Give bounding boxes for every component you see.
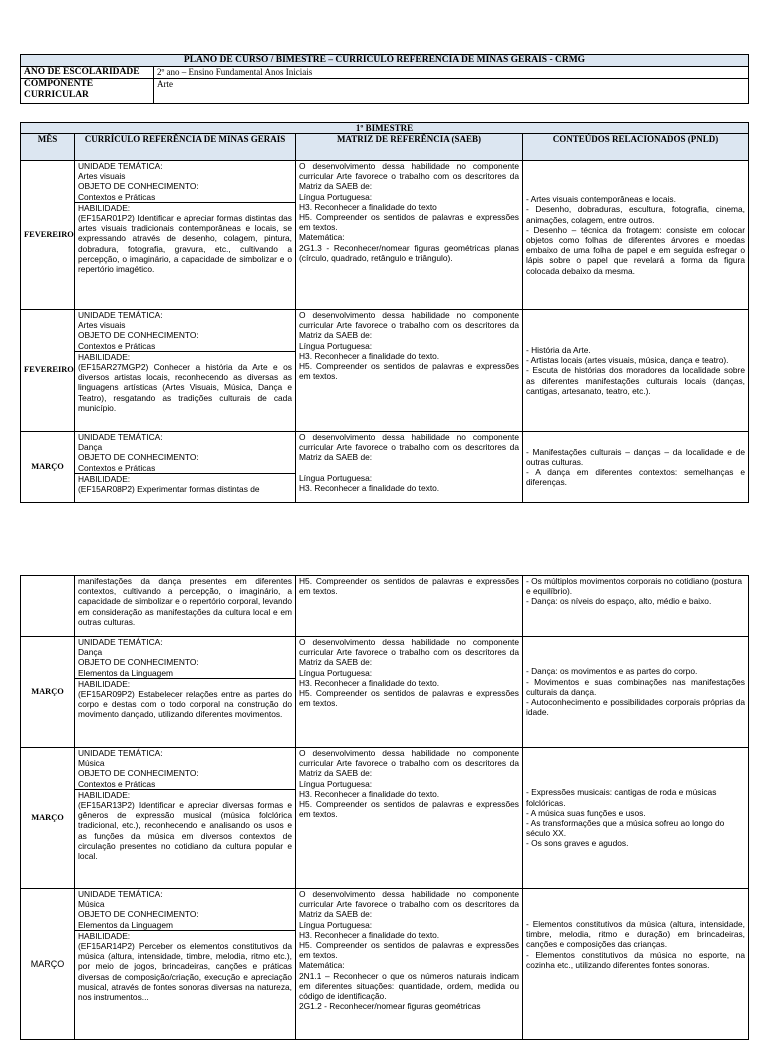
pnld-item: - Dança: os níveis do espaço, alto, médio e baixo. xyxy=(526,596,712,607)
component-value: Arte xyxy=(154,79,749,104)
object-label: OBJETO DE CONHECIMENTO: xyxy=(78,330,199,341)
pnld-item: - A dança em diferentes contextos: semelhanças e diferenças. xyxy=(526,467,745,488)
saeb-descriptor: 2G1.2 - Reconhecer/nomear figuras geométricas xyxy=(299,1001,481,1012)
bimestre-heading: 1º BIMESTRE xyxy=(21,123,749,134)
pnld-item: - Expressões musicais: cantigas de roda e músicas folclóricas. xyxy=(526,787,717,808)
saeb-descriptor: H5. Compreender os sentidos de palavras e expressões em textos. xyxy=(299,940,519,961)
unit-value: Música xyxy=(78,899,105,910)
skill-text: (EF15AR08P2) Experimentar formas distintas de xyxy=(78,484,260,495)
saeb-cell xyxy=(296,576,523,637)
pnld-item: - Os múltiplos movimentos corporais no cotidiano (postura e equilíbrio). xyxy=(526,576,742,597)
month-cell: FEVEREIRO xyxy=(21,161,75,310)
unit-label: UNIDADE TEMÁTICA: xyxy=(78,432,163,442)
saeb-cell xyxy=(296,310,523,432)
object-label: OBJETO DE CONHECIMENTO: xyxy=(78,181,199,192)
pnld-item: - Dança: os movimentos e as partes do corpo. xyxy=(526,666,698,677)
unit-value: Dança xyxy=(78,647,103,658)
saeb-intro: O desenvolvimento dessa habilidade no componente curricular Arte favorece o trabalho com os descritores da Matriz da SAEB de: xyxy=(299,161,519,192)
pnld-cell xyxy=(523,748,749,889)
pnld-item: - A música suas funções e usos. xyxy=(526,807,646,818)
month-cell: MARÇO xyxy=(21,889,75,1040)
skill-label: HABILIDADE: xyxy=(78,678,131,689)
saeb-cell xyxy=(296,161,523,310)
saeb-cell xyxy=(296,637,523,748)
unit-value: Dança xyxy=(78,442,103,453)
pnld-item: - Movimentos e suas combinações nas manifestações culturais da dança. xyxy=(526,676,745,697)
saeb-subject: Língua Portuguesa: xyxy=(299,919,373,930)
saeb-subject: Língua Portuguesa: xyxy=(299,667,373,678)
saeb-subject: Matemática: xyxy=(299,960,345,971)
skill-text: manifestações da dança presentes em diferentes contextos, cultivando a percepção, o imaginário, a capacidade de simbolizar e o repertório corporal, levando em consideração as manifestações da cultura local e em outras culturas. xyxy=(78,576,292,627)
pnld-item: - Desenho, dobraduras, escultura, fotografia, cinema, animações, colagem, entre outros. xyxy=(526,204,745,225)
month-cell xyxy=(21,576,75,637)
object-label: OBJETO DE CONHECIMENTO: xyxy=(78,768,199,779)
object-value: Contextos e Práticas xyxy=(78,778,156,789)
unit-value: Artes visuais xyxy=(78,320,126,331)
object-label: OBJETO DE CONHECIMENTO: xyxy=(78,909,199,920)
object-value: Contextos e Práticas xyxy=(78,462,156,473)
month-cell: MARÇO xyxy=(21,432,75,503)
month-cell: MARÇO xyxy=(21,637,75,748)
month-cell: MARÇO xyxy=(21,748,75,889)
saeb-cell xyxy=(296,432,523,503)
saeb-descriptor: H5. Compreender os sentidos de palavras e expressões em textos. xyxy=(299,212,519,233)
pnld-item: - Desenho – técnica da frotagem: consiste em colocar objetos como folhas de diferentes árvores e moedas embaixo de uma folha de papel e em seguida esfregar o lápis sobre o papel que revelará a forma da figura colocada debaixo da mesma. xyxy=(526,224,745,276)
saeb-subject: Língua Portuguesa: xyxy=(299,340,373,351)
unit-label: UNIDADE TEMÁTICA: xyxy=(78,310,163,320)
crmg-cell xyxy=(75,161,296,310)
skill-text: (EF15AR09P2) Estabelecer relações entre as partes do corpo e destas com o todo corporal na construção do movimento dançado, utilizando diferentes movimentos. xyxy=(78,689,292,720)
object-value: Elementos da Linguagem xyxy=(78,919,173,930)
month-cell: FEVEREIRO xyxy=(21,310,75,432)
saeb-descriptor: 2G1.3 - Reconhecer/nomear figuras geométricas planas (círculo, quadrado, retângulo e triângulo). xyxy=(299,242,519,263)
skill-text: (EF15AR01P2) Identificar e apreciar formas distintas das artes visuais tradicionais contemporâneas e locais, se expressando através de desenho, colagem, pintura, dobradura, fotografia, gravura, etc., cultivando a percepção, o imaginário, a capacidade de simbolizar e o repertório imagético. xyxy=(78,213,292,275)
pnld-item: - Escuta de histórias dos moradores da localidade sobre as diferentes manifestações culturais locais (danças, cantigas, artesanato, teatro, etc.). xyxy=(526,365,745,396)
col-header-pnld: CONTEÚDOS RELACIONADOS (PNLD) xyxy=(523,134,749,161)
component-label: COMPONENTE CURRICULAR xyxy=(21,79,154,104)
skill-label: HABILIDADE: xyxy=(78,351,131,362)
pnld-item: - Autoconhecimento e possibilidades corporais próprias da idade. xyxy=(526,697,745,718)
object-value: Contextos e Práticas xyxy=(78,340,156,351)
table-row xyxy=(21,161,749,310)
saeb-descriptor: H5. Compreender os sentidos de palavras e expressões em textos. xyxy=(299,688,519,709)
saeb-subject: Língua Portuguesa: xyxy=(299,778,373,789)
crmg-cell xyxy=(75,432,296,503)
saeb-cell xyxy=(296,748,523,889)
table-row xyxy=(21,310,749,432)
pnld-item: - Elementos constitutivos da música no esporte, na cozinha etc., utilizando diferentes fontes sonoras. xyxy=(526,949,745,970)
unit-value: Música xyxy=(78,758,105,769)
saeb-intro: O desenvolvimento dessa habilidade no componente curricular Arte favorece o trabalho com os descritores da Matriz da SAEB de: xyxy=(299,310,519,341)
pnld-cell xyxy=(523,576,749,637)
skill-label: HABILIDADE: xyxy=(78,789,131,800)
col-header-saeb: MATRIZ DE REFERÊNCIA (SAEB) xyxy=(296,134,523,161)
table-row xyxy=(21,889,749,1040)
skill-label: HABILIDADE: xyxy=(78,202,131,213)
table-row xyxy=(21,432,749,503)
saeb-descriptor: H3. Reconhecer a finalidade do texto xyxy=(299,201,437,212)
document-title: PLANO DE CURSO / BIMESTRE – CURRÍCULO REFERÊNCIA DE MINAS GERAIS - CRMG xyxy=(21,55,749,67)
skill-text: (EF15AR27MGP2) Conhecer a história da Arte e os diversos artistas locais, reconhecendo as diversas as linguagens artísticas (Artes Visuais, Música, Dança e Teatro), resgatando as tradições culturais de cada município. xyxy=(78,362,292,413)
object-value: Contextos e Práticas xyxy=(78,191,156,202)
saeb-descriptor: 2N1.1 – Reconhecer o que os números naturais indicam em diferentes situações: quantidade, ordem, medida ou código de identificação. xyxy=(299,970,519,1002)
table-row xyxy=(21,576,749,637)
crmg-cell xyxy=(75,576,296,637)
saeb-descriptor: H3. Reconhecer a finalidade do texto. xyxy=(299,677,440,688)
saeb-intro: O desenvolvimento dessa habilidade no componente curricular Arte favorece o trabalho com os descritores da Matriz da SAEB de: xyxy=(299,748,519,779)
skill-text: (EF15AR13P2) Identificar e apreciar diversas formas e gêneros de expressão musical (música folclórica tradicional, etc.), reconhecendo e analisando os usos e as funções da música em diversos contextos de circulação presentes no cotidiano da cultura popular e local. xyxy=(78,800,292,862)
pnld-item: - História da Arte. xyxy=(526,344,591,355)
saeb-subject: Língua Portuguesa: xyxy=(299,472,373,483)
pnld-item: - Manifestações culturais – danças – da localidade e de outras culturas. xyxy=(526,446,745,467)
pnld-cell xyxy=(523,637,749,748)
saeb-descriptor: H3. Reconhecer a finalidade do texto. xyxy=(299,929,440,940)
saeb-descriptor: H3. Reconhecer a finalidade do texto. xyxy=(299,482,440,493)
pnld-item: - As transformações que a música sofreu ao longo do século XX. xyxy=(526,818,725,839)
table-row xyxy=(21,748,749,889)
pnld-cell xyxy=(523,161,749,310)
unit-value: Artes visuais xyxy=(78,171,126,182)
saeb-subject: Língua Portuguesa: xyxy=(299,191,373,202)
school-year-label: ANO DE ESCOLARIDADE xyxy=(21,67,154,79)
unit-label: UNIDADE TEMÁTICA: xyxy=(78,889,163,899)
saeb-intro: O desenvolvimento dessa habilidade no componente curricular Arte favorece o trabalho com os descritores da Matriz da SAEB de: xyxy=(299,432,519,463)
pnld-item: - Os sons graves e agudos. xyxy=(526,838,629,849)
pnld-item: - Elementos constitutivos da música (altura, intensidade, timbre, melodia, ritmo e duração) em brincadeiras, canções e composições das crianças. xyxy=(526,919,745,950)
school-year-value: 2º ano – Ensino Fundamental Anos Iniciais xyxy=(154,67,749,79)
header-info-table xyxy=(20,54,749,104)
saeb-cell xyxy=(296,889,523,1040)
saeb-descriptor: H3. Reconhecer a finalidade do texto. xyxy=(299,788,440,799)
crmg-cell xyxy=(75,637,296,748)
pnld-cell xyxy=(523,889,749,1040)
skill-text: (EF15AR14P2) Perceber os elementos constitutivos da música (altura, intensidade, timbre, melodia, ritmo etc.), por meio de jogos, brincadeiras, canções e práticas diversas de composição/criação, execução e apreciação musical, através de fontes sonoras diversas na natureza, nos instrumentos... xyxy=(78,941,292,1003)
object-label: OBJETO DE CONHECIMENTO: xyxy=(78,452,199,463)
saeb-intro: O desenvolvimento dessa habilidade no componente curricular Arte favorece o trabalho com os descritores da Matriz da SAEB de: xyxy=(299,637,519,668)
table-row xyxy=(21,637,749,748)
object-label: OBJETO DE CONHECIMENTO: xyxy=(78,657,199,668)
crmg-cell xyxy=(75,889,296,1040)
saeb-descriptor: H5. Compreender os sentidos de palavras e expressões em textos. xyxy=(299,799,519,820)
crmg-cell xyxy=(75,310,296,432)
unit-label: UNIDADE TEMÁTICA: xyxy=(78,161,163,171)
col-header-crmg: CURRÍCULO REFERÊNCIA DE MINAS GERAIS xyxy=(75,134,296,161)
skill-label: HABILIDADE: xyxy=(78,473,131,484)
saeb-descriptor: H3. Reconhecer a finalidade do texto. xyxy=(299,350,440,361)
col-header-mes: MÊS xyxy=(21,134,75,161)
pnld-cell xyxy=(523,310,749,432)
unit-label: UNIDADE TEMÁTICA: xyxy=(78,748,163,758)
saeb-descriptor: H5. Compreender os sentidos de palavras e expressões em textos. xyxy=(299,576,519,597)
pnld-item: - Artistas locais (artes visuais, música, dança e teatro). xyxy=(526,355,729,366)
curriculum-table-page1 xyxy=(20,122,749,503)
unit-label: UNIDADE TEMÁTICA: xyxy=(78,637,163,647)
object-value: Elementos da Linguagem xyxy=(78,667,173,678)
saeb-subject: Matemática: xyxy=(299,232,345,243)
pnld-cell xyxy=(523,432,749,503)
crmg-cell xyxy=(75,748,296,889)
skill-label: HABILIDADE: xyxy=(78,930,131,941)
pnld-item: - Artes visuais contemporâneas e locais. xyxy=(526,194,676,205)
saeb-descriptor: H5. Compreender os sentidos de palavras e expressões em textos. xyxy=(299,361,519,382)
curriculum-table-page2 xyxy=(20,575,749,1040)
saeb-intro: O desenvolvimento dessa habilidade no componente curricular Arte favorece o trabalho com os descritores da Matriz da SAEB de: xyxy=(299,889,519,920)
